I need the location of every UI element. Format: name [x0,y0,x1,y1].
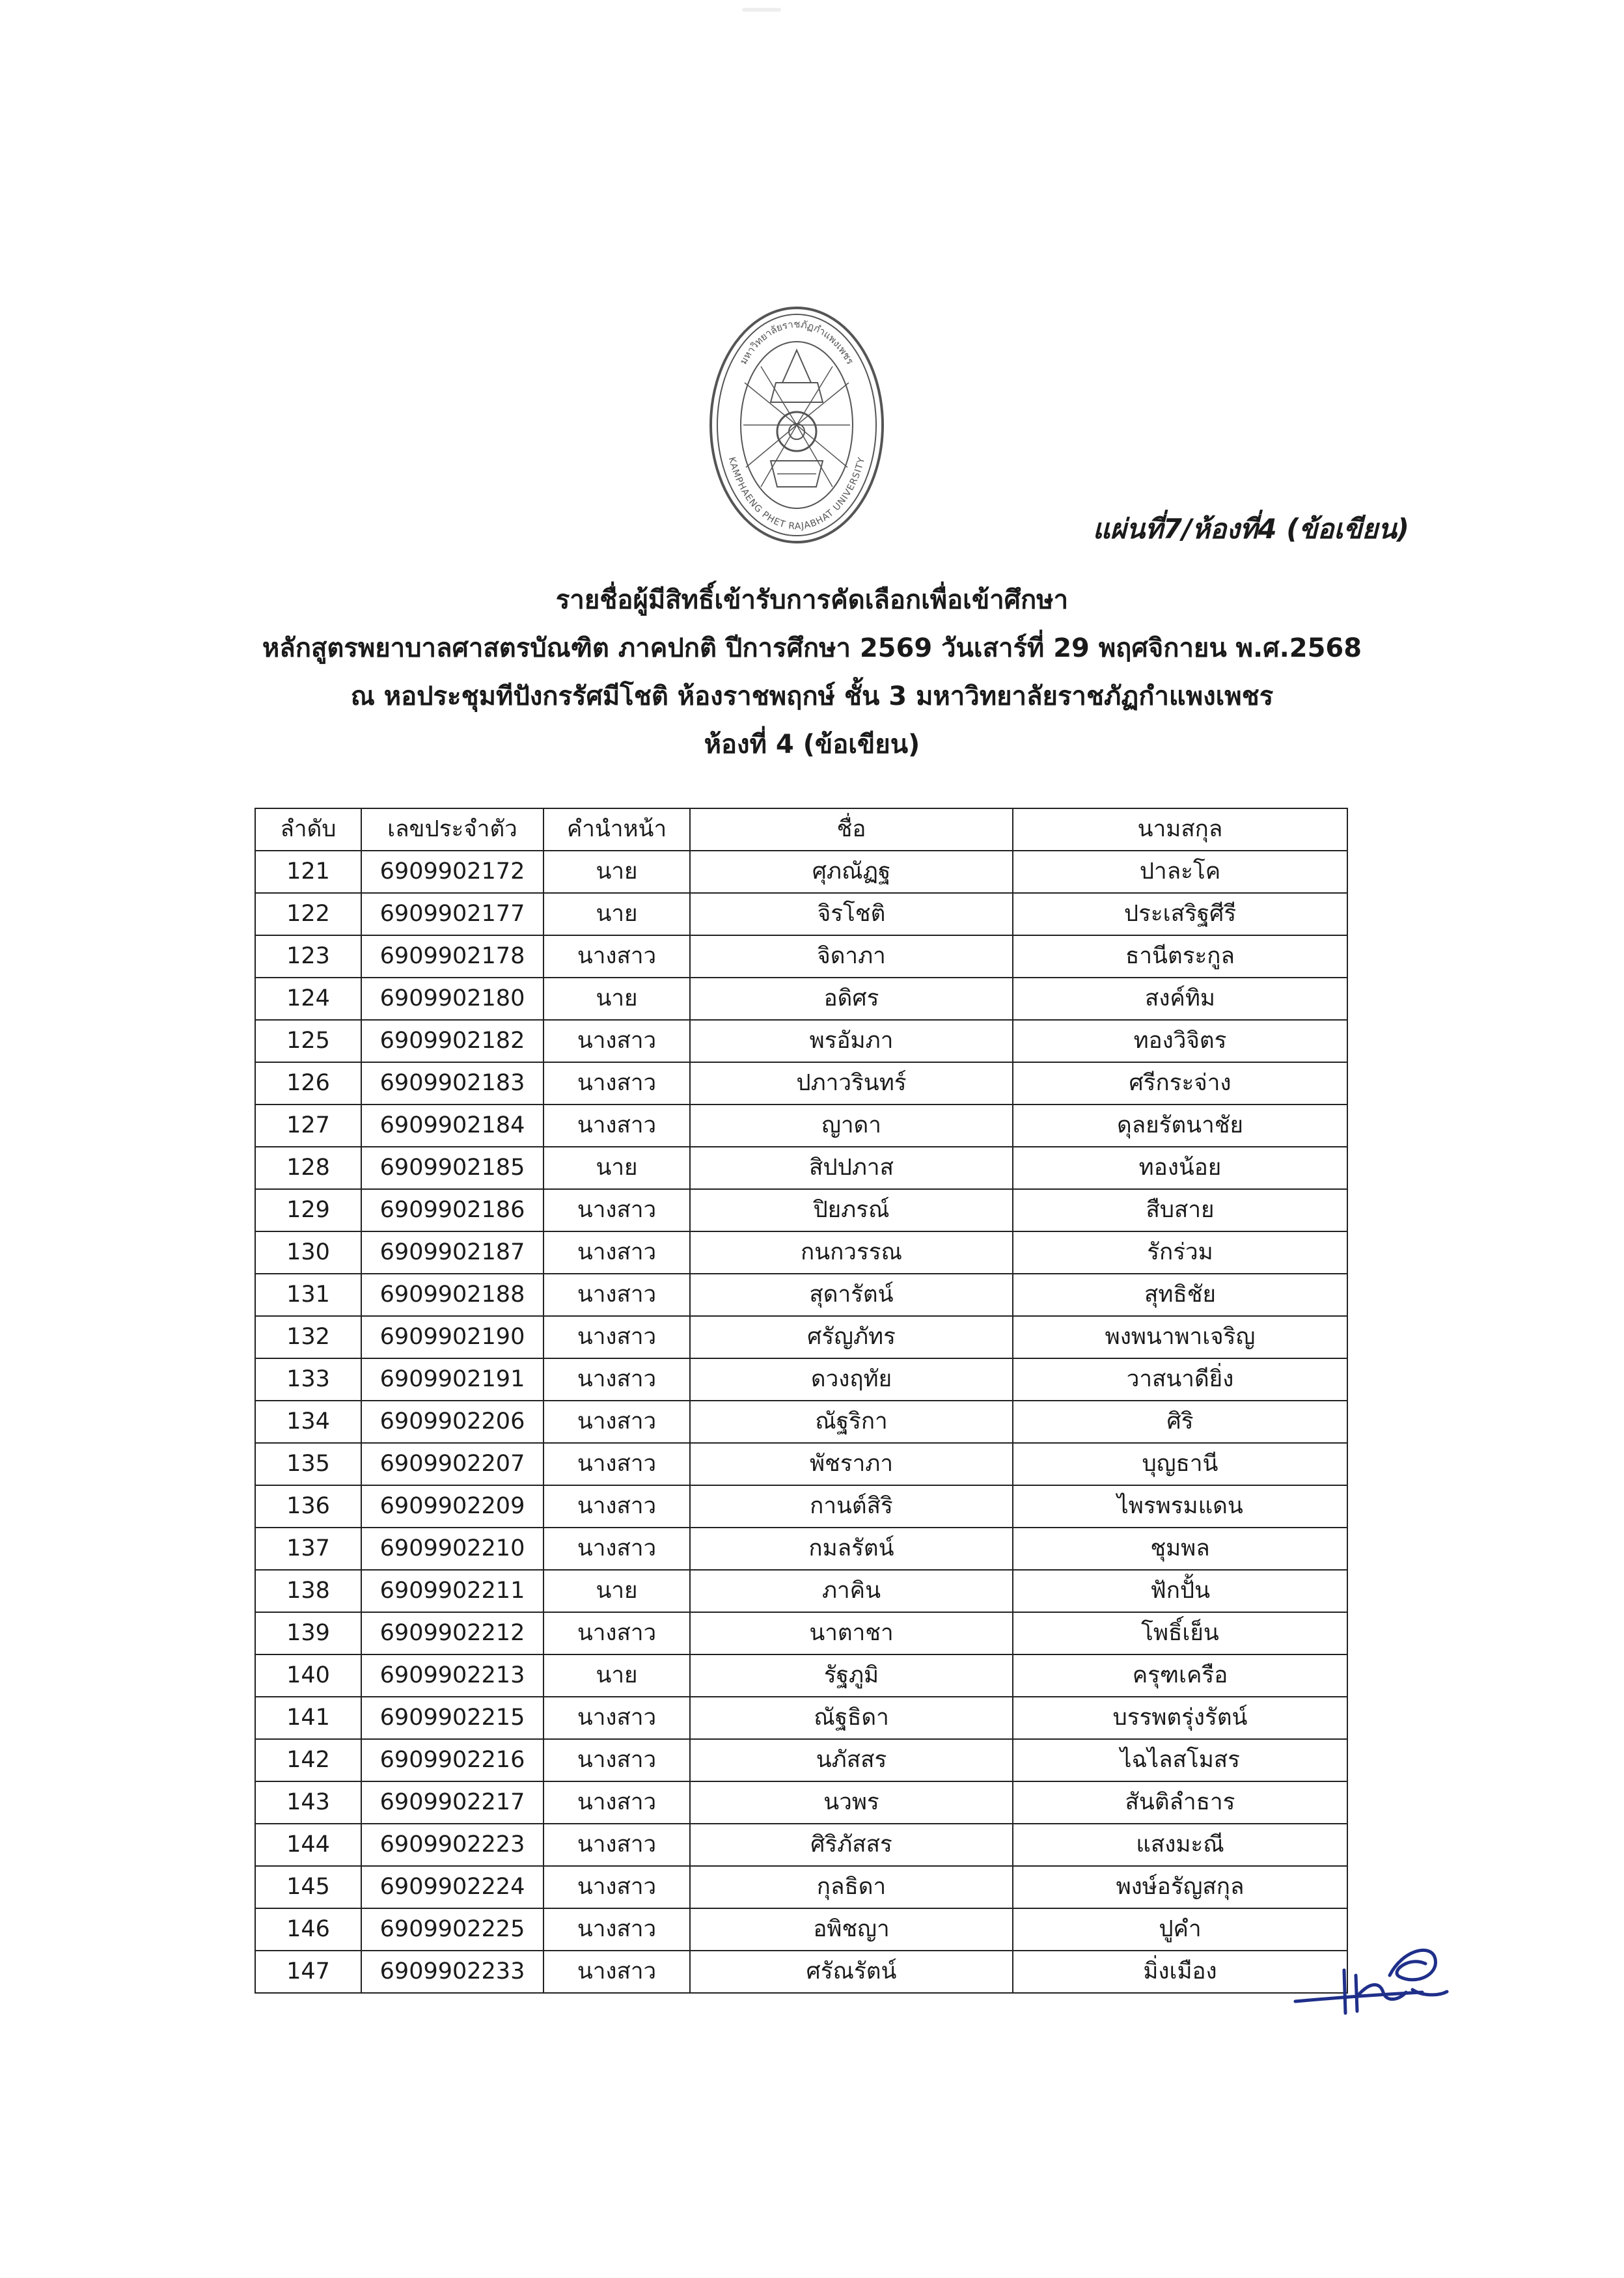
cell-student-id: 6909902177 [361,893,544,935]
cell-student-id: 6909902183 [361,1062,544,1105]
table-row [255,1612,1347,1654]
table-row [255,1485,1347,1528]
cell-order: 136 [255,1485,361,1528]
cell-last-name: ปูคำ [1013,1908,1347,1951]
column-header-prefix: คำนำหน้า [544,808,690,851]
cell-first-name: อดิศร [690,978,1013,1020]
table-row [255,1781,1347,1824]
cell-order: 126 [255,1062,361,1105]
table-row [255,1274,1347,1316]
table-row [255,1570,1347,1612]
cell-prefix: นางสาว [544,1697,690,1739]
cell-first-name: พัชราภา [690,1443,1013,1485]
cell-first-name: ณัฐธิดา [690,1697,1013,1739]
cell-prefix: นางสาว [544,1951,690,1993]
cell-prefix: นางสาว [544,1739,690,1781]
table-row [255,1147,1347,1189]
cell-first-name: กนกวรรณ [690,1231,1013,1274]
table-row [255,1316,1347,1358]
cell-last-name: ศรีกระจ่าง [1013,1062,1347,1105]
cell-first-name: กุลธิดา [690,1866,1013,1908]
title-line-3: ณ หอประชุมทีปังกรรัศมีโชติ ห้องราชพฤกษ์ ชั้น 3 มหาวิทยาลัยราชภัฏกำแพงเพชร [350,681,1274,711]
sheet-label: แผ่นที่7/ห้องที่4 (ข้อเขียน) [1092,513,1409,545]
cell-first-name: ศรัณรัตน์ [690,1951,1013,1993]
cell-first-name: นาตาชา [690,1612,1013,1654]
cell-prefix: นางสาว [544,1443,690,1485]
cell-order: 137 [255,1528,361,1570]
cell-first-name: สุดารัตน์ [690,1274,1013,1316]
cell-first-name: สิปปภาส [690,1147,1013,1189]
cell-prefix: นางสาว [544,1866,690,1908]
cell-last-name: สงค์ทิม [1013,978,1347,1020]
cell-student-id: 6909902210 [361,1528,544,1570]
cell-last-name: ทองน้อย [1013,1147,1347,1189]
table-row [255,1189,1347,1231]
table-row [255,1866,1347,1908]
cell-student-id: 6909902191 [361,1358,544,1401]
cell-last-name: สืบสาย [1013,1189,1347,1231]
table-row [255,1824,1347,1866]
cell-first-name: จิรโชติ [690,893,1013,935]
table-row [255,1020,1347,1062]
university-seal-icon [706,305,888,545]
table-row [255,1908,1347,1951]
cell-order: 134 [255,1401,361,1443]
cell-first-name: ณัฐริกา [690,1401,1013,1443]
cell-student-id: 6909902213 [361,1654,544,1697]
table-row [255,1105,1347,1147]
cell-student-id: 6909902185 [361,1147,544,1189]
cell-first-name: กมลรัตน์ [690,1528,1013,1570]
cell-order: 142 [255,1739,361,1781]
cell-prefix: นาย [544,978,690,1020]
cell-last-name: ฟักปั้น [1013,1570,1347,1612]
cell-student-id: 6909902182 [361,1020,544,1062]
table-row [255,1739,1347,1781]
signature-icon [1292,1930,1452,2021]
table-row [255,1528,1347,1570]
cell-last-name: วาสนาดียิ่ง [1013,1358,1347,1401]
cell-prefix: นางสาว [544,1020,690,1062]
cell-order: 135 [255,1443,361,1485]
cell-prefix: นาย [544,1147,690,1189]
cell-prefix: นางสาว [544,1824,690,1866]
title-line-4: ห้องที่ 4 (ข้อเขียน) [704,730,920,760]
cell-last-name: ครุฑเครือ [1013,1654,1347,1697]
cell-first-name: ศรัญภัทร [690,1316,1013,1358]
cell-first-name: ศิริภัสสร [690,1824,1013,1866]
cell-order: 122 [255,893,361,935]
seal-bottom-text: KAMPHAENG PHET RAJABHAT UNIVERSITY [726,456,868,532]
cell-last-name: พงพนาพาเจริญ [1013,1316,1347,1358]
seal-top-text: มหาวิทยาลัยราชภัฏกำแพงเพชร [737,318,857,366]
cell-last-name: มิ่งเมือง [1013,1951,1347,1993]
document-title [0,576,1624,769]
cell-last-name: สันติลำธาร [1013,1781,1347,1824]
cell-student-id: 6909902217 [361,1781,544,1824]
cell-last-name: ประเสริฐศีรี [1013,893,1347,935]
cell-student-id: 6909902215 [361,1697,544,1739]
cell-order: 130 [255,1231,361,1274]
cell-student-id: 6909902172 [361,851,544,893]
cell-order: 143 [255,1781,361,1824]
cell-student-id: 6909902187 [361,1231,544,1274]
cell-last-name: ไฉไลสโมสร [1013,1739,1347,1781]
table-row [255,1358,1347,1401]
cell-last-name: พงษ์อรัญสกุล [1013,1866,1347,1908]
cell-student-id: 6909902184 [361,1105,544,1147]
title-line-2: หลักสูตรพยาบาลศาสตรบัณฑิต ภาคปกติ ปีการศึกษา 2569 วันเสาร์ที่ 29 พฤศจิกายน พ.ศ.2568 [262,633,1362,663]
cell-order: 131 [255,1274,361,1316]
table-row [255,1231,1347,1274]
cell-student-id: 6909902216 [361,1739,544,1781]
cell-first-name: ศุภณัฏฐ [690,851,1013,893]
cell-last-name: ศิริ [1013,1401,1347,1443]
cell-first-name: ภาคิน [690,1570,1013,1612]
cell-last-name: ปาละโค [1013,851,1347,893]
cell-first-name: รัฐภูมิ [690,1654,1013,1697]
cell-order: 140 [255,1654,361,1697]
cell-order: 146 [255,1908,361,1951]
cell-order: 127 [255,1105,361,1147]
cell-student-id: 6909902211 [361,1570,544,1612]
cell-first-name: จิดาภา [690,935,1013,978]
cell-last-name: ชุมพล [1013,1528,1347,1570]
table-row [255,1697,1347,1739]
cell-prefix: นางสาว [544,1189,690,1231]
cell-prefix: นางสาว [544,1528,690,1570]
cell-prefix: นางสาว [544,1401,690,1443]
cell-prefix: นางสาว [544,1358,690,1401]
cell-student-id: 6909902223 [361,1824,544,1866]
table-row [255,1443,1347,1485]
cell-first-name: พรอัมภา [690,1020,1013,1062]
cell-prefix: นางสาว [544,1231,690,1274]
cell-student-id: 6909902224 [361,1866,544,1908]
cell-order: 139 [255,1612,361,1654]
cell-last-name: สุทธิชัย [1013,1274,1347,1316]
cell-order: 145 [255,1866,361,1908]
cell-last-name: โพธิ์เย็น [1013,1612,1347,1654]
candidate-table [255,808,1348,1994]
title-line-1: รายชื่อผู้มีสิทธิ์เข้ารับการคัดเลือกเพื่อเข้าศึกษา [555,585,1069,615]
cell-order: 147 [255,1951,361,1993]
cell-order: 138 [255,1570,361,1612]
cell-last-name: แสงมะณี [1013,1824,1347,1866]
cell-order: 144 [255,1824,361,1866]
cell-prefix: นางสาว [544,1908,690,1951]
cell-order: 141 [255,1697,361,1739]
cell-student-id: 6909902207 [361,1443,544,1485]
table-row [255,978,1347,1020]
cell-student-id: 6909902209 [361,1485,544,1528]
cell-order: 121 [255,851,361,893]
table-row [255,1654,1347,1697]
cell-prefix: นาย [544,1654,690,1697]
column-header-first-name: ชื่อ [690,808,1013,851]
table-header-row [255,808,1347,851]
column-header-last-name: นามสกุล [1013,808,1347,851]
cell-first-name: กานต์สิริ [690,1485,1013,1528]
column-header-id: เลขประจำตัว [361,808,544,851]
table-body [255,851,1347,1993]
cell-prefix: นาย [544,851,690,893]
table-row [255,1062,1347,1105]
cell-first-name: นภัสสร [690,1739,1013,1781]
cell-prefix: นางสาว [544,1316,690,1358]
cell-first-name: ดวงฤทัย [690,1358,1013,1401]
cell-prefix: นางสาว [544,935,690,978]
table-row [255,851,1347,893]
table-row [255,893,1347,935]
cell-student-id: 6909902206 [361,1401,544,1443]
cell-last-name: ทองวิจิตร [1013,1020,1347,1062]
cell-last-name: ธานีตระกูล [1013,935,1347,978]
cell-order: 125 [255,1020,361,1062]
cell-first-name: ญาดา [690,1105,1013,1147]
cell-prefix: นาย [544,1570,690,1612]
cell-student-id: 6909902178 [361,935,544,978]
cell-last-name: บรรพตรุ่งรัตน์ [1013,1697,1347,1739]
cell-last-name: ดุลยรัตนาชัย [1013,1105,1347,1147]
cell-order: 123 [255,935,361,978]
cell-last-name: บุญธานี [1013,1443,1347,1485]
cell-student-id: 6909902233 [361,1951,544,1993]
scan-artifact [742,8,781,12]
cell-student-id: 6909902212 [361,1612,544,1654]
cell-student-id: 6909902188 [361,1274,544,1316]
cell-order: 124 [255,978,361,1020]
cell-order: 128 [255,1147,361,1189]
table-row [255,1951,1347,1993]
cell-student-id: 6909902186 [361,1189,544,1231]
cell-prefix: นางสาว [544,1105,690,1147]
cell-first-name: ปิยภรณ์ [690,1189,1013,1231]
cell-student-id: 6909902225 [361,1908,544,1951]
cell-first-name: ปภาวรินทร์ [690,1062,1013,1105]
cell-prefix: นาย [544,893,690,935]
table-row [255,935,1347,978]
column-header-order: ลำดับ [255,808,361,851]
cell-prefix: นางสาว [544,1062,690,1105]
cell-first-name: นวพร [690,1781,1013,1824]
cell-prefix: นางสาว [544,1781,690,1824]
table-row [255,1401,1347,1443]
cell-order: 132 [255,1316,361,1358]
cell-last-name: ไพรพรมแดน [1013,1485,1347,1528]
cell-prefix: นางสาว [544,1485,690,1528]
cell-last-name: รักร่วม [1013,1231,1347,1274]
cell-student-id: 6909902190 [361,1316,544,1358]
cell-first-name: อพิชญา [690,1908,1013,1951]
cell-order: 133 [255,1358,361,1401]
cell-order: 129 [255,1189,361,1231]
cell-student-id: 6909902180 [361,978,544,1020]
cell-prefix: นางสาว [544,1274,690,1316]
cell-prefix: นางสาว [544,1612,690,1654]
